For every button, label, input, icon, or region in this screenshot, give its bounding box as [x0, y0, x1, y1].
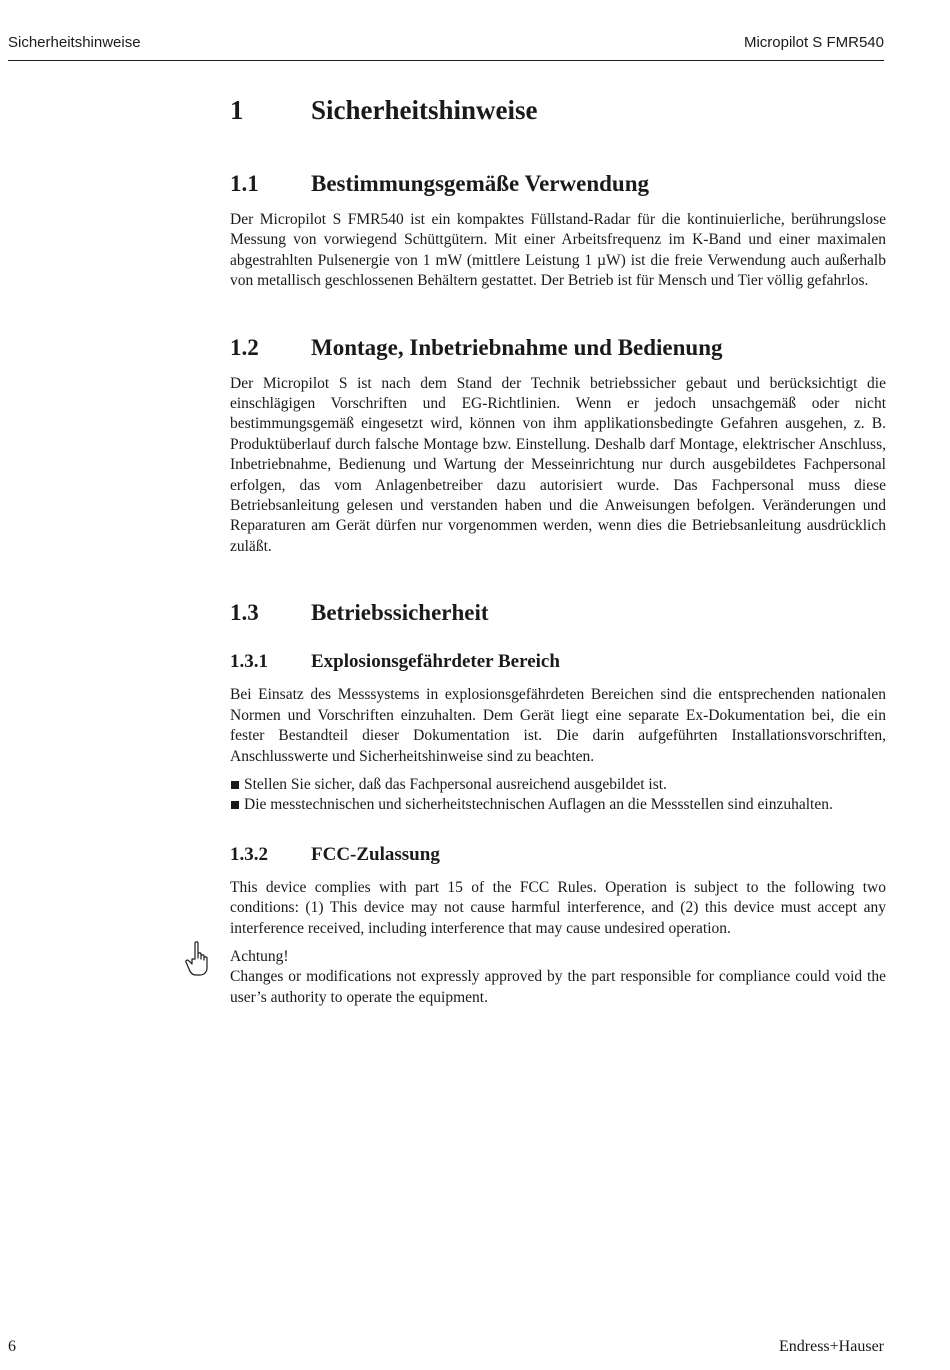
section-paragraph: Der Micropilot S FMR540 ist ein kompaktes Füllstand-Radar für die kontinuierliche, berührungslose Messung von vorwiegend Schüttgütern. Mit einer Arbeitsfrequenz im K-Band und einer maximalen abgestrahlten Pulsenergie von 1 mW (mittlere Leistung 1 µW) ist die freie Verwendung auch außerhalb von metallisch geschlossenen Behältern gestattet. Der Betrieb ist für Mensch und Tier völlig gefahrlos. [230, 211, 886, 290]
section-heading [230, 168, 886, 200]
section-1-2 [230, 332, 886, 558]
subsection-paragraph: Bei Einsatz des Messsystems in explosionsgefährdeten Bereichen sind die entsprechenden nationalen Normen und Vorschriften einzuhalten. Dem Gerät liegt eine separate Ex-Dokumentation bei, die ein fester Bestandteil dieser Dokumentation ist. Die darin aufgeführten Installationsvorschriften, Anschlusswerte und Sicherheitshinweise sind zu beachten. [230, 686, 886, 765]
note-title: Achtung! [230, 947, 289, 965]
caution-note [230, 947, 886, 1008]
section-heading [230, 597, 886, 629]
subsection-1-3-2 [230, 842, 886, 1008]
list-item: Stellen Sie sicher, daß das Fachpersonal ausreichend ausgebildet ist. [230, 775, 886, 795]
section-heading [230, 332, 886, 364]
section-title: Montage, Inbetriebnahme und Bedienung [311, 334, 723, 360]
bullet-square-icon [231, 781, 239, 789]
bullet-list [230, 775, 886, 816]
section-number: 1.3 [230, 600, 259, 626]
subsection-heading [230, 842, 886, 868]
section-1-1 [230, 168, 886, 292]
pointing-hand-icon [184, 941, 210, 977]
page-number: 6 [8, 1338, 16, 1355]
subsection-title: Explosionsgefährdeter Bereich [311, 651, 560, 673]
chapter-heading [230, 90, 886, 130]
section-title: Bestimmungsgemäße Verwendung [311, 171, 650, 196]
subsection-number: 1.3.2 [230, 843, 268, 865]
chapter-number: 1 [230, 95, 244, 125]
chapter-title: Sicherheitshinweise [311, 95, 538, 125]
section-number: 1.2 [230, 334, 259, 360]
header-product-name: Micropilot S FMR540 [743, 34, 884, 51]
section-paragraph: Der Micropilot S ist nach dem Stand der Technik betriebssicher gebaut und berücksichtigt die einschlägigen Vorschriften und EG-Richtlinien. Wenn er jedoch unsachgemäß oder nicht bestimmungsgemäß eingesetzt wird, können von ihm applikationsbedingte Gefahren ausgehen, z. B. Produktüberlauf durch falsche Montage bzw. Einstellung. Deshalb darf Montage, elektrischer Anschluss, Inbetriebnahme, Bedienung und Wartung der Messeinrichtung nur durch ausgebildetes Fachpersonal erfolgen, das vom Anlagenbetreiber dazu autorisiert wurde. Das Fachpersonal muss diese Betriebsanleitung gelesen und verstanden haben und die Anweisungen befolgen. Veränderungen und Reparaturen am Gerät dürfen nur vorgenommen werden, wenn dies die Betriebsanleitung ausdrücklich zuläßt. [230, 374, 886, 555]
section-1-3 [230, 597, 886, 1008]
section-title: Betriebssicherheit [311, 600, 489, 626]
note-text: Changes or modifications not expressly approved by the part responsible for compliance could void the user’s authority to operate the equipment. [230, 968, 886, 1006]
subsection-title: FCC-Zulassung [311, 843, 440, 865]
header-section-title: Sicherheitshinweise [8, 34, 141, 51]
page-header [8, 30, 884, 61]
subsection-paragraph: This device complies with part 15 of the FCC Rules. Operation is subject to the following two conditions: (1) This device may not cause harmful interference, and (2) this device must accept any interference received, including interference that may cause undesired operation. [230, 878, 886, 937]
subsection-1-3-1 [230, 649, 886, 815]
brand-name: Endress+Hauser [779, 1338, 884, 1355]
list-item: Die messtechnischen und sicherheitstechnischen Auflagen an die Messstellen sind einzuhalten. [230, 795, 886, 815]
subsection-heading [230, 649, 886, 675]
page-content [230, 90, 886, 1008]
subsection-number: 1.3.1 [230, 651, 268, 673]
section-number: 1.1 [230, 171, 259, 196]
bullet-square-icon [231, 801, 239, 809]
